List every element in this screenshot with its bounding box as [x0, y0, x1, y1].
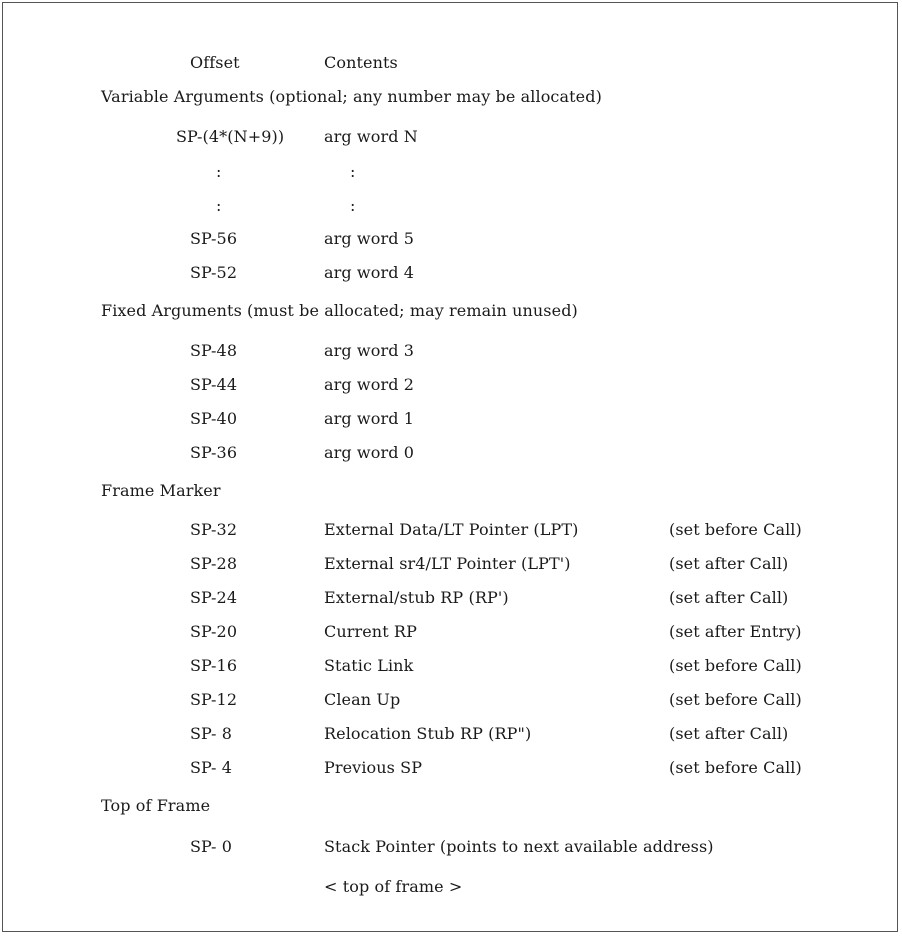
offset-cell: SP-52 — [190, 263, 238, 282]
offset-cell: SP-36 — [190, 443, 238, 462]
contents-cell: External sr4/LT Pointer (LPT') — [324, 554, 571, 573]
note-cell: (set after Entry) — [669, 622, 802, 641]
offset-column-header: Offset — [190, 53, 240, 72]
note-cell: (set after Call) — [669, 588, 789, 607]
contents-cell: External/stub RP (RP') — [324, 588, 509, 607]
contents-cell: arg word 5 — [324, 229, 414, 248]
offset-cell: SP-40 — [190, 409, 238, 428]
offset-cell: SP-56 — [190, 229, 238, 248]
offset-cell: SP-32 — [190, 520, 238, 539]
note-cell: (set before Call) — [669, 758, 802, 777]
offset-cell: SP-48 — [190, 341, 238, 360]
contents-cell: Current RP — [324, 622, 417, 641]
offset-cell: SP-16 — [190, 656, 238, 675]
note-cell: (set before Call) — [669, 690, 802, 709]
offset-cell: SP-20 — [190, 622, 238, 641]
contents-cell: arg word 3 — [324, 341, 414, 360]
contents-column-header: Contents — [324, 53, 398, 72]
offset-ellipsis: : — [216, 196, 222, 215]
contents-cell: Stack Pointer (points to next available address) — [324, 837, 714, 856]
contents-cell: Relocation Stub RP (RP") — [324, 724, 532, 743]
offset-cell: SP-24 — [190, 588, 238, 607]
contents-cell: arg word N — [324, 127, 418, 146]
stack-frame-table — [2, 2, 898, 932]
contents-cell: arg word 1 — [324, 409, 414, 428]
top-of-frame-marker: < top of frame > — [324, 877, 463, 896]
frame-marker-heading: Frame Marker — [101, 481, 221, 500]
note-cell: (set before Call) — [669, 520, 802, 539]
contents-cell: arg word 2 — [324, 375, 414, 394]
contents-cell: External Data/LT Pointer (LPT) — [324, 520, 579, 539]
contents-cell: arg word 0 — [324, 443, 414, 462]
contents-cell: Static Link — [324, 656, 414, 675]
contents-cell: Previous SP — [324, 758, 423, 777]
contents-ellipsis: : — [350, 162, 356, 181]
contents-cell: arg word 4 — [324, 263, 414, 282]
offset-cell: SP- 0 — [190, 837, 233, 856]
variable-arguments-heading: Variable Arguments (optional; any number may be allocated) — [101, 87, 602, 106]
offset-cell: SP-44 — [190, 375, 238, 394]
note-cell: (set after Call) — [669, 724, 789, 743]
offset-cell: SP-12 — [190, 690, 238, 709]
offset-cell: SP- 8 — [190, 724, 233, 743]
fixed-arguments-heading: Fixed Arguments (must be allocated; may remain unused) — [101, 301, 578, 320]
offset-cell: SP- 4 — [190, 758, 233, 777]
offset-cell: SP-28 — [190, 554, 238, 573]
offset-cell: SP-(4*(N+9)) — [176, 127, 285, 146]
top-of-frame-heading: Top of Frame — [101, 796, 211, 815]
note-cell: (set after Call) — [669, 554, 789, 573]
offset-ellipsis: : — [216, 162, 222, 181]
contents-ellipsis: : — [350, 196, 356, 215]
contents-cell: Clean Up — [324, 690, 401, 709]
note-cell: (set before Call) — [669, 656, 802, 675]
